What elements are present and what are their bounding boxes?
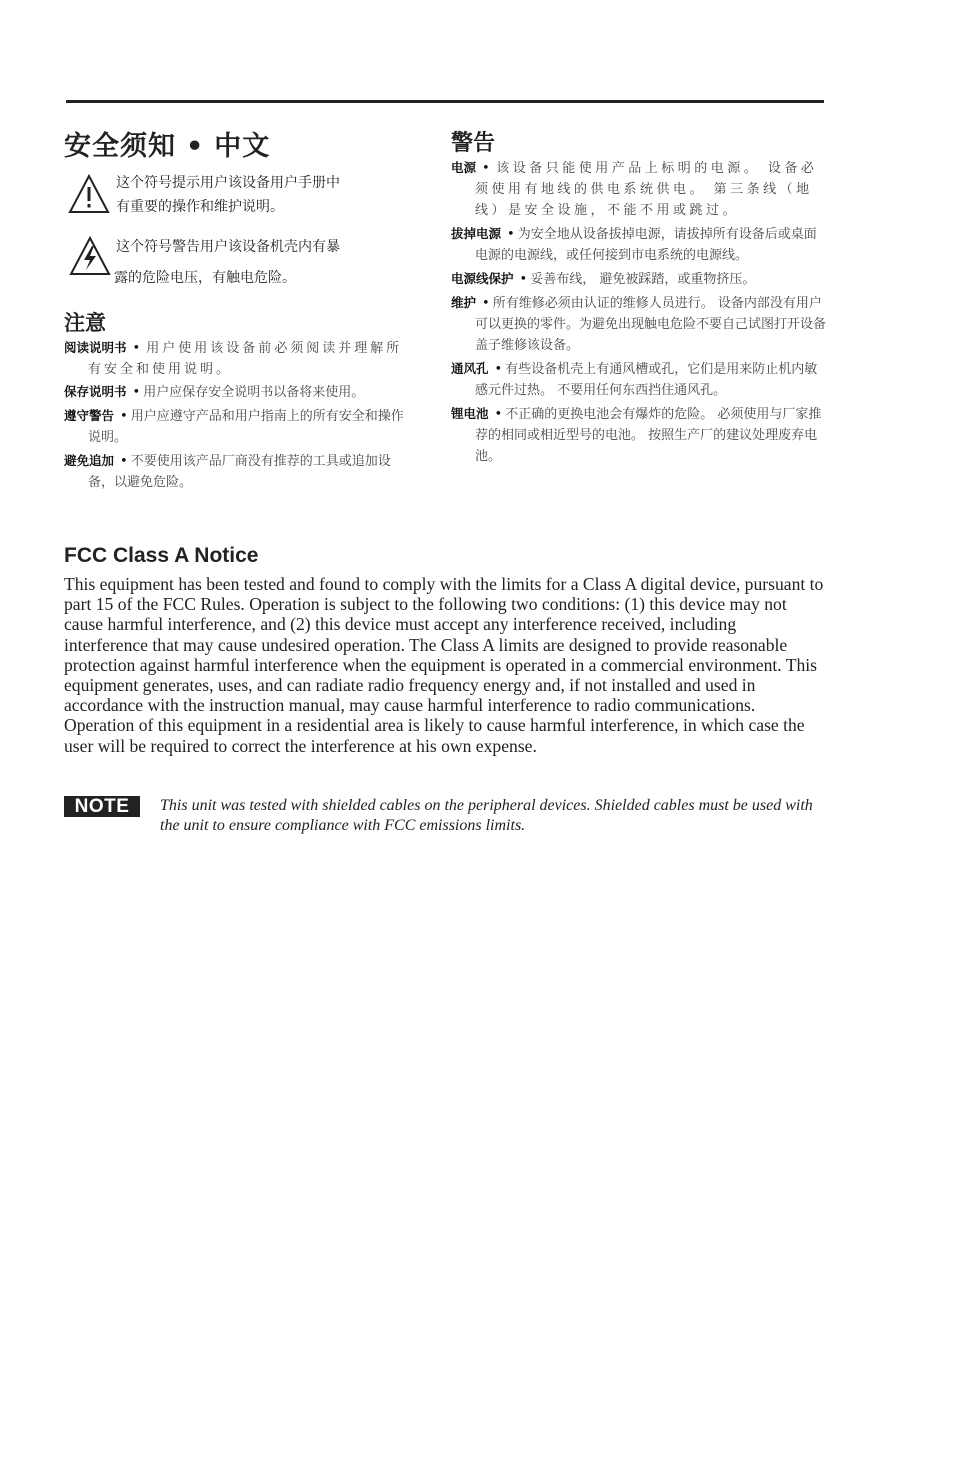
item-term: 避免追加 [64, 453, 115, 468]
warning-heading: 警告 [451, 131, 496, 156]
bullet-icon: • [482, 161, 494, 176]
warning-exclamation-icon [67, 173, 111, 219]
item-text: 用户应保存安全说明书以备将来使用。 [143, 385, 365, 400]
title-dot: • [186, 131, 205, 162]
list-item [451, 292, 826, 356]
title-left: 安全须知 [64, 131, 176, 162]
item-text: 该设备只能使用产品上标明的电源。 设备必须使用有地线的供电系统供电。 第三条线（地线）是安全设施，不能不用或跳过。 [475, 161, 818, 218]
item-term: 拔掉电源 [451, 226, 502, 241]
item-text: 所有维修必须由认证的维修人员进行。 设备内部没有用户可以更换的零件。为避免出现触电危险不要自己试图打开设备盖子维修该设备。 [475, 296, 827, 353]
bullet-icon: • [120, 409, 128, 424]
item-text: 不正确的更换电池会有爆炸的危险。 必须使用与厂家推荐的相同或相近型号的电池。 按照生产厂的建议处理废弃电池。 [475, 407, 822, 464]
bullet-icon: • [132, 341, 144, 356]
bullet-icon: • [507, 227, 515, 242]
note-text: This unit was tested with shielded cables on the peripheral devices. Shielded cables must be used with the unit to ensure compliance with FCC emissions limits. [160, 797, 813, 834]
symbol-voltage-text-2: 露的危险电压，有触电危险。 [114, 270, 296, 286]
bullet-icon: • [132, 385, 141, 400]
bullet-icon: • [519, 272, 528, 287]
symbol-caution-text-2: 有重要的操作和维护说明。 [116, 199, 284, 215]
fcc-notice [64, 544, 824, 756]
item-term: 锂电池 [451, 406, 489, 421]
list-item [451, 403, 826, 467]
item-text: 为安全地从设备拔掉电源，请拔掉所有设备后或桌面电源的电源线，或任何接到市电系统的电源线。 [475, 227, 817, 263]
list-item [64, 337, 404, 380]
item-term: 电源 [451, 160, 477, 175]
item-term: 遵守警告 [64, 408, 115, 423]
bullet-icon: • [494, 362, 503, 377]
item-text: 有些设备机壳上有通风槽或孔，它们是用来防止机内敏感元件过热。 不要用任何东西挡住通风孔。 [475, 362, 818, 398]
bullet-icon: • [494, 407, 503, 422]
right-column [451, 126, 826, 467]
bullet-icon: • [120, 454, 128, 469]
page-title [64, 124, 404, 163]
symbol-voltage-text-1: 这个符号警告用户该设备机壳内有暴 [116, 239, 340, 255]
list-item [64, 381, 404, 403]
symbol-voltage [64, 235, 404, 301]
item-term: 电源线保护 [451, 271, 514, 286]
attention-list [64, 337, 404, 493]
list-item [451, 157, 826, 221]
high-voltage-icon [67, 235, 113, 281]
list-item [64, 450, 404, 493]
fcc-title: FCC Class A Notice [64, 544, 259, 567]
item-text: 用户应遵守产品和用户指南上的所有安全和操作说明。 [88, 409, 404, 445]
list-item [64, 405, 404, 448]
top-rule [66, 100, 824, 103]
list-item [451, 358, 826, 401]
item-term: 通风孔 [451, 361, 489, 376]
attention-heading: 注意 [64, 311, 106, 335]
item-text: 妥善布线， 避免被踩踏，或重物挤压。 [530, 272, 756, 287]
title-right: 中文 [214, 131, 271, 162]
symbol-caution-text-1: 这个符号提示用户该设备用户手册中 [116, 175, 340, 191]
list-item [451, 268, 826, 290]
symbol-caution [64, 171, 404, 221]
left-column [64, 124, 404, 493]
fcc-body: This equipment has been tested and found to comply with the limits for a Class A digital device, pursuant to part 15 of the FCC Rules. Operation is subject to the following two conditions: (1) this device may not cause harmful interference, and (2) this device must accept any interference received, including interference that may cause undesired operation. The Class A limits are designed to provide reasonable protection against harmful interference when the equipment is operated in a commercial environment. This equipment generates, uses, and can radiate radio frequency energy and, if not installed and used in accordance with the instruction manual, may cause harmful interference to radio communications. Operation of this equipment in a residential area is likely to cause harmful interference, in which case the user will be required to correct the interference at his own expense. [64, 574, 824, 756]
bullet-icon: • [482, 296, 490, 311]
item-term: 阅读说明书 [64, 340, 127, 355]
item-text: 用户使用该设备前必须阅读并理解所有安全和使用说明。 [88, 341, 403, 377]
warning-list [451, 157, 826, 467]
list-item [451, 223, 826, 266]
item-term: 保存说明书 [64, 384, 127, 399]
item-term: 维护 [451, 295, 477, 310]
item-text: 不要使用该产品厂商没有推荐的工具或追加设备，以避免危险。 [88, 454, 391, 490]
note-badge: NOTE [64, 796, 140, 817]
